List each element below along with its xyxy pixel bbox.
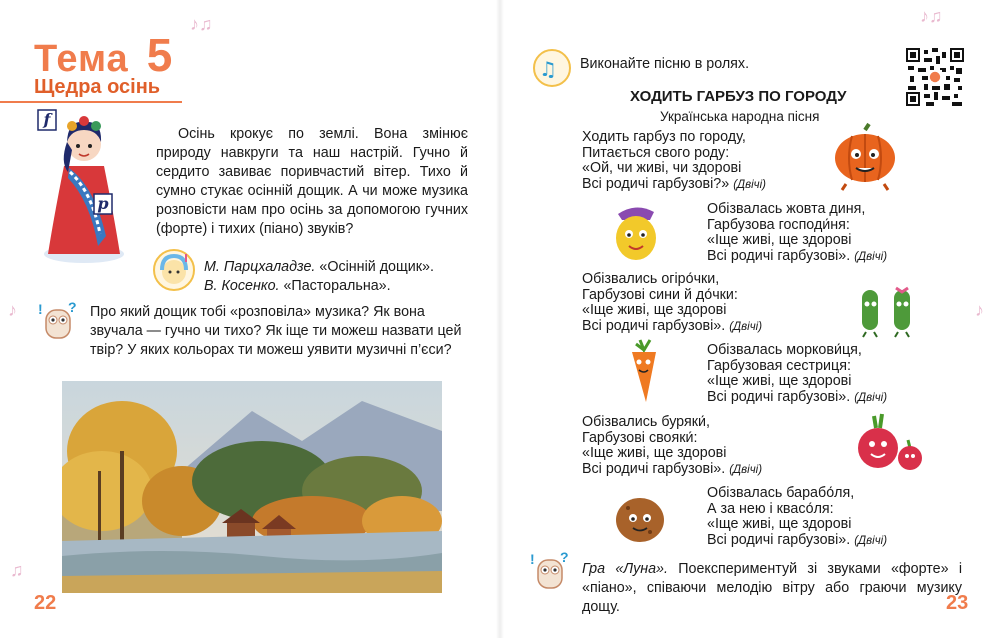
title-underline [0, 101, 182, 103]
piano-letter: p [97, 194, 109, 213]
music-note-decoration: ♪ [975, 300, 984, 320]
girl-illustration [34, 106, 134, 266]
verse-line: Гарбузові сини й до́чки: [582, 286, 738, 303]
topic-subtitle: Щедра осінь [34, 76, 161, 98]
carrot-character [624, 338, 664, 406]
music-note-decoration: ♫ [10, 560, 24, 580]
composer-work: «Осінній дощик». [315, 259, 434, 275]
pumpkin-character [832, 122, 898, 192]
verse-line: Всі родичі гарбузові?» [582, 175, 730, 192]
verse-line: Обізвалась моркови́ця, [707, 342, 862, 358]
svg-text:?: ? [68, 300, 77, 315]
verse-3 [582, 272, 762, 335]
verse-line: Обізвалась барабо́ля, [707, 485, 855, 501]
verse-line: Всі родичі гарбузові». [707, 388, 851, 405]
svg-text:?: ? [560, 550, 569, 565]
topic-number: 5 [146, 29, 173, 81]
melon-character [608, 202, 664, 264]
verse-line: Обізвалась жовта диня, [707, 201, 866, 217]
composer-work: «Пасторальна». [279, 278, 391, 294]
owl-game-icon [528, 550, 572, 594]
verse-line: Гарбузовая сестриця: [707, 357, 851, 374]
verse-5 [582, 415, 762, 478]
verse-line: Всі родичі гарбузові». [582, 460, 726, 477]
potato-character [612, 492, 668, 546]
verse-line: «Іще живі, ще здорові [707, 232, 852, 248]
svg-text:!: ! [38, 301, 43, 317]
composer-item [204, 277, 464, 296]
intro-paragraph: Осінь крокує по землі. Вона змінює природу навкруги та наш настрій. Гучно й сердито завиває поривчастий вітер. Тихо й сумно стукає осінній дощик. А чи може музика розповісти нам про осінь за допомогою гучних (форте) і тихих (піано) звуків? [156, 126, 468, 237]
svg-text:♫: ♫ [539, 57, 557, 81]
composer-name: В. Косенко. [204, 278, 280, 294]
music-note-decoration: ♪♫ [190, 14, 213, 34]
verse-line: Всі родичі гарбузові». [582, 317, 726, 334]
page-number: 23 [946, 592, 969, 614]
music-note-decoration: ♪ [8, 300, 17, 320]
song-subtitle: Українська народна пісня [660, 109, 820, 124]
verse-line: Питається свого роду: [582, 144, 730, 161]
qr-code[interactable] [906, 48, 964, 106]
verse-line: «Іще живі, ще здорові [582, 445, 727, 461]
verse-line: «Іще живі, ще здорові [582, 302, 727, 318]
verse-2 [707, 202, 887, 265]
game-label: Гра «Луна». [582, 561, 668, 577]
composer-name: М. Парцхаладзе. [204, 259, 316, 275]
topic-heading [34, 28, 172, 82]
right-page [500, 0, 1000, 638]
verse-1 [582, 130, 766, 193]
composer-item [204, 258, 464, 277]
verse-6 [707, 486, 887, 549]
repeat-mark: (Двічі) [854, 250, 888, 263]
question-paragraph: Про який дощик тобі «розповіла» музика? Як вона звучала — гучно чи тихо? Як іще ти можеш назвати цей твір? У яких кольорах ти можеш уявити музичні п’єси? [90, 304, 462, 358]
cucumbers-character [856, 282, 926, 338]
verse-line: А за нею і квасо́ля: [707, 500, 834, 517]
repeat-mark: (Двічі) [729, 463, 763, 476]
music-note-decoration: ♪♫ [920, 6, 943, 26]
verse-line: «Ой, чи живі, чи здорові [582, 160, 742, 176]
song-instruction: Виконайте пісню в ролях. [580, 56, 750, 72]
repeat-mark: (Двічі) [733, 178, 767, 191]
verse-line: Гарбузова господи́ня: [707, 216, 850, 233]
autumn-landscape-painting [62, 381, 442, 593]
verse-line: Ходить гарбуз по городу, [582, 129, 746, 145]
verse-line: Гарбузові свояки́: [582, 429, 698, 446]
verse-4 [707, 343, 887, 406]
verse-line: Всі родичі гарбузові». [707, 531, 851, 548]
verse-line: Обізвались буряки́, [582, 414, 710, 430]
repeat-mark: (Двічі) [729, 320, 763, 333]
owl-question-icon [36, 300, 80, 344]
listen-icon [152, 248, 196, 292]
svg-text:!: ! [530, 551, 535, 567]
verse-line: Всі родичі гарбузові». [707, 247, 851, 264]
repeat-mark: (Двічі) [854, 391, 888, 404]
game-text: Поекспериментуй зі звуками «форте» і «піано», співаючи мелодію вітру або граючи музику дощу. [582, 561, 962, 615]
topic-word: Тема [34, 38, 129, 80]
composer-list [204, 258, 464, 296]
sing-icon [530, 48, 574, 88]
verse-line: «Іще живі, ще здорові [707, 516, 852, 532]
repeat-mark: (Двічі) [854, 534, 888, 547]
forte-letter: f [43, 110, 51, 129]
verse-line: Обізвались огіро́чки, [582, 271, 720, 287]
song-title: ХОДИТЬ ГАРБУЗ ПО ГОРОДУ [630, 88, 847, 105]
beets-character [852, 410, 932, 480]
verse-line: «Іще живі, ще здорові [707, 373, 852, 389]
game-paragraph [582, 560, 962, 617]
page-number: 22 [34, 592, 57, 614]
